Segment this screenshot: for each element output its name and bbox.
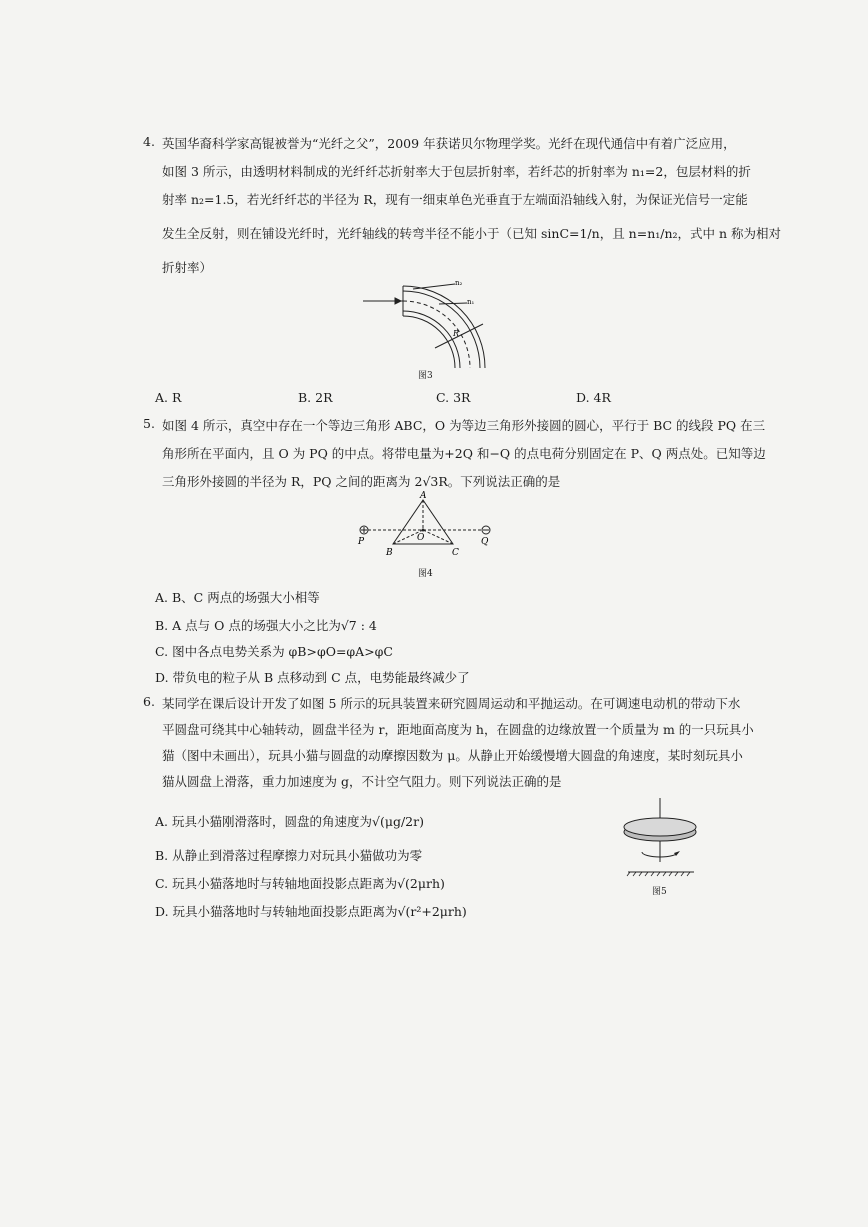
option-a: A. R bbox=[155, 390, 182, 405]
question-text-line: 角形所在平面内，且 O 为 PQ 的中点。将带电量为+2Q 和−Q 的点电荷分别固定在 P、Q 两点处。已知等边 bbox=[162, 446, 766, 461]
figure-4-triangle-charges bbox=[348, 488, 498, 566]
figure-caption: 图4 bbox=[418, 569, 433, 579]
option-d: D. 玩具小猫落地时与转轴地面投影点距离为√(r²+2μrh) bbox=[155, 904, 467, 919]
option-c: C. 3R bbox=[436, 390, 471, 405]
label-a: A bbox=[420, 491, 427, 501]
option-d: D. 4R bbox=[576, 390, 611, 405]
option-b: B. 2R bbox=[298, 390, 333, 405]
option-a: A. B、C 两点的场强大小相等 bbox=[155, 590, 320, 605]
label-o: O bbox=[417, 533, 425, 543]
question-text-line: 某同学在课后设计开发了如图 5 所示的玩具装置来研究圆周运动和平抛运动。在可调速电动机的带动下水 bbox=[162, 696, 741, 711]
option-b: B. A 点与 O 点的场强大小之比为√7 : 4 bbox=[155, 618, 377, 633]
question-text-line: 三角形外接圆的半径为 R，PQ 之间的距离为 2√3R。下列说法正确的是 bbox=[162, 474, 561, 489]
question-text-line: 平圆盘可绕其中心轴转动，圆盘半径为 r，距地面高度为 h，在圆盘的边缘放置一个质量为 m 的一只玩具小 bbox=[162, 722, 754, 737]
figure-3-optical-fiber bbox=[355, 278, 505, 368]
question-number: 5. bbox=[143, 416, 155, 431]
question-text-line: 如图 4 所示，真空中存在一个等边三角形 ABC，O 为等边三角形外接圆的圆心，平行于 BC 的线段 PQ 在三 bbox=[162, 418, 766, 433]
figure-caption: 图5 bbox=[652, 887, 667, 897]
label-b: B bbox=[386, 548, 393, 558]
question-text-line: 猫（图中未画出），玩具小猫与圆盘的动摩擦因数为 μ。从静止开始缓慢增大圆盘的角速度，某时刻玩具小 bbox=[162, 748, 743, 763]
option-a: A. 玩具小猫刚滑落时，圆盘的角速度为√(μg/2r) bbox=[155, 814, 424, 829]
option-b: B. 从静止到滑落过程摩擦力对玩具小猫做功为零 bbox=[155, 848, 423, 863]
question-number: 4. bbox=[143, 134, 155, 149]
question-number: 6. bbox=[143, 694, 155, 709]
label-c: C bbox=[452, 548, 459, 558]
question-text-line: 射率 n₂=1.5，若光纤纤芯的半径为 R，现有一细束单色光垂直于左端面沿轴线入射，为保证光信号一定能 bbox=[162, 192, 748, 207]
label-n2: n₂ bbox=[455, 279, 463, 287]
option-d: D. 带负电的粒子从 B 点移动到 C 点，电势能最终减少了 bbox=[155, 670, 470, 685]
question-text-line: 发生全反射，则在铺设光纤时，光纤轴线的转弯半径不能小于（已知 sinC=1/n，且 n=n₁/n₂，式中 n 称为相对 bbox=[162, 226, 782, 241]
question-text-line: 英国华裔科学家高锟被誉为“光纤之父”，2009 年获诺贝尔物理学奖。光纤在现代通信中有着广泛应用， bbox=[162, 136, 736, 151]
option-c: C. 图中各点电势关系为 φB>φO=φA>φC bbox=[155, 644, 393, 659]
label-n1: n₁ bbox=[467, 298, 475, 306]
figure-caption: 图3 bbox=[418, 371, 433, 381]
label-p: P bbox=[358, 537, 365, 547]
question-text-line: 折射率） bbox=[162, 260, 213, 275]
option-c: C. 玩具小猫落地时与转轴地面投影点距离为√(2μrh) bbox=[155, 876, 445, 891]
figure-5-rotating-disc bbox=[620, 796, 702, 878]
label-q: Q bbox=[481, 537, 489, 547]
question-text-line: 如图 3 所示，由透明材料制成的光纤纤芯折射率大于包层折射率，若纤芯的折射率为 n₁=2，包层材料的折 bbox=[162, 164, 751, 179]
question-text-line: 猫从圆盘上滑落，重力加速度为 g，不计空气阻力。则下列说法正确的是 bbox=[162, 774, 562, 789]
label-r: R bbox=[453, 329, 460, 338]
